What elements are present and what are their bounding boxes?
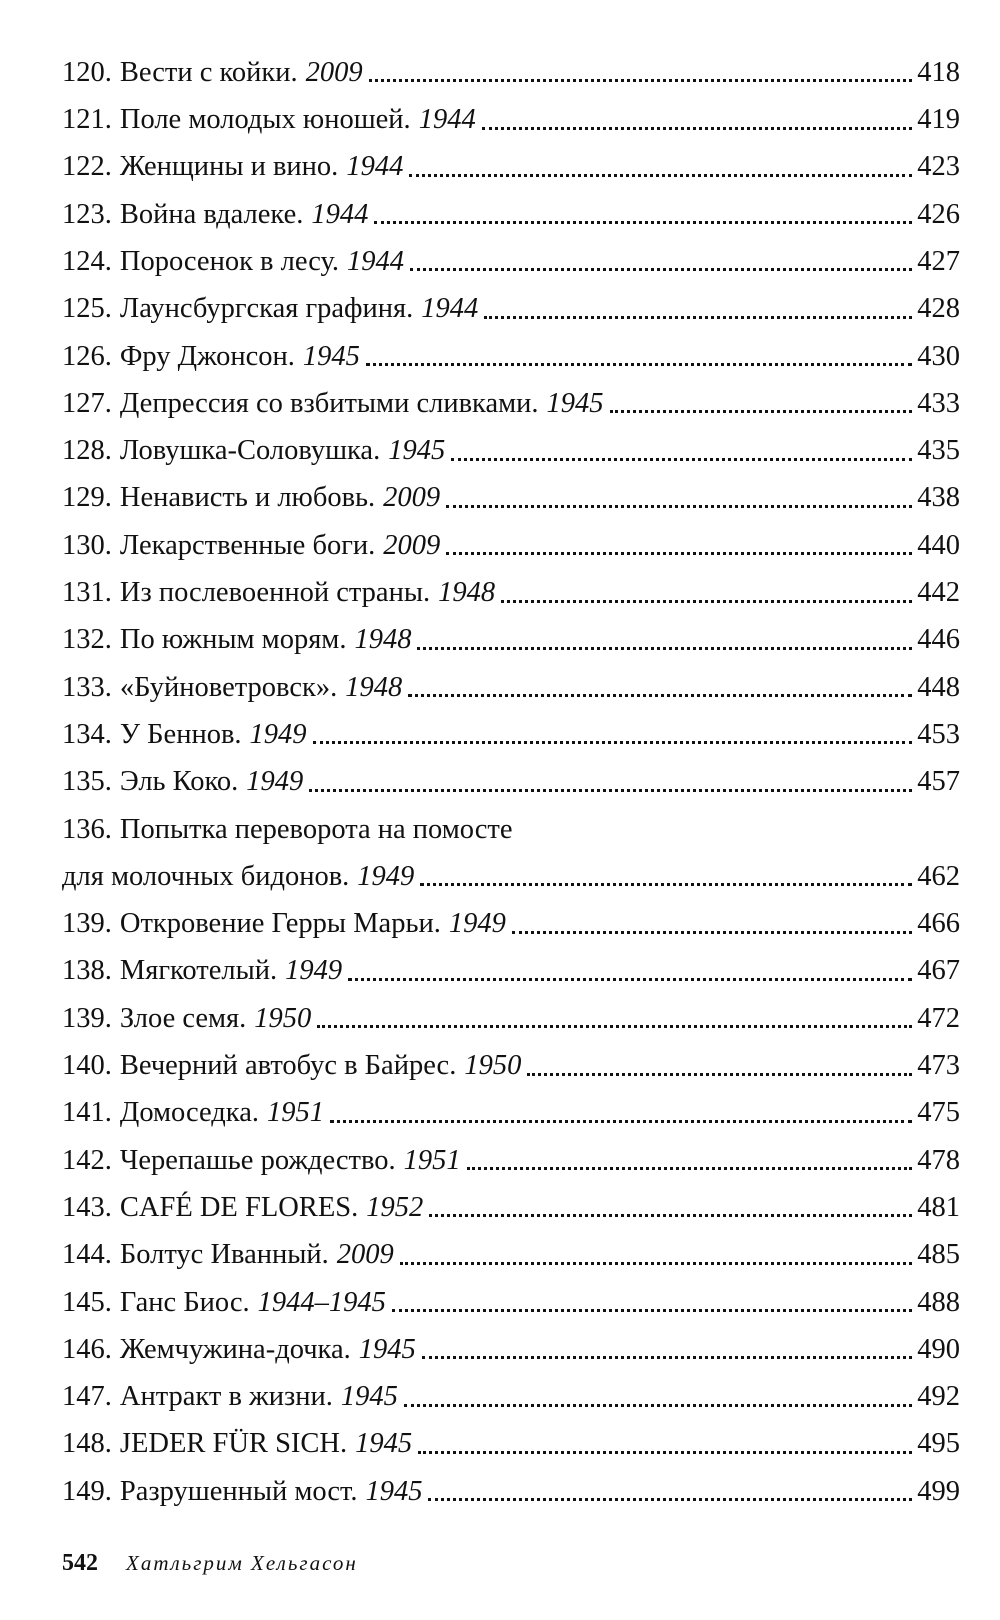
chapter-number: 131.	[62, 577, 112, 609]
toc-entry	[62, 749, 960, 796]
chapter-year: 1949	[448, 908, 506, 940]
dot-leader	[366, 363, 912, 366]
chapter-title: Откровение Герры Марьи.	[119, 908, 441, 940]
chapter-page-number: 448	[917, 671, 960, 703]
chapter-page-number: 467	[917, 955, 960, 987]
chapter-page-number: 453	[917, 718, 960, 750]
chapter-title: JEDER FÜR SICH.	[119, 1428, 348, 1460]
chapter-page-number: 475	[917, 1097, 960, 1129]
chapter-page-number: 446	[917, 624, 960, 656]
dot-leader	[420, 883, 912, 886]
chapter-number: 133.	[62, 671, 112, 703]
toc-entry	[62, 1459, 960, 1506]
chapter-number: 127.	[62, 387, 112, 419]
chapter-title-line2: для молочных бидонов.	[62, 860, 350, 892]
chapter-page-number: 428	[917, 293, 960, 325]
chapter-number: 132.	[62, 624, 112, 656]
chapter-page-number: 481	[917, 1191, 960, 1223]
chapter-number: 123.	[62, 198, 112, 230]
chapter-page-number: 485	[917, 1239, 960, 1271]
toc-entry	[62, 229, 960, 276]
toc-entry	[62, 1175, 960, 1222]
chapter-title-line1: Попытка переворота на помосте	[119, 813, 513, 845]
chapter-year: 1944	[346, 151, 404, 183]
toc-entry	[62, 466, 960, 513]
chapter-number: 129.	[62, 482, 112, 514]
dot-leader	[451, 458, 912, 461]
chapter-page-number: 427	[917, 245, 960, 277]
chapter-number: 121.	[62, 104, 112, 136]
chapter-number: 140.	[62, 1050, 112, 1082]
dot-leader	[313, 741, 912, 744]
chapter-page-number: 499	[917, 1475, 960, 1507]
chapter-page-number: 478	[917, 1144, 960, 1176]
chapter-year: 1950	[464, 1050, 522, 1082]
chapter-number: 128.	[62, 435, 112, 467]
chapter-year: 1944	[347, 245, 404, 277]
table-of-contents	[62, 40, 960, 1506]
chapter-number: 135.	[62, 766, 112, 798]
chapter-title: Домоседка.	[119, 1097, 259, 1129]
chapter-number: 120.	[62, 56, 112, 88]
chapter-number: 141.	[62, 1097, 112, 1129]
dot-leader	[467, 1167, 912, 1170]
dot-leader	[330, 1120, 912, 1123]
dot-leader	[482, 127, 912, 130]
chapter-number: 144.	[62, 1239, 112, 1271]
chapter-year: 1951	[266, 1097, 324, 1129]
toc-entry	[62, 1081, 960, 1128]
chapter-title: Лаунсбургская графиня.	[119, 293, 414, 325]
chapter-title: Война вдалеке.	[119, 198, 304, 230]
toc-entry	[62, 986, 960, 1033]
chapter-page-number: 419	[917, 104, 960, 136]
chapter-title: Вести с койки.	[119, 56, 298, 88]
chapter-year: 1945	[340, 1381, 398, 1413]
dot-leader	[309, 789, 912, 792]
chapter-page-number: 457	[917, 766, 960, 798]
chapter-year: 2009	[383, 529, 441, 561]
chapter-title: Ловушка-Соловушка.	[119, 435, 381, 467]
chapter-page-number: 426	[917, 198, 960, 230]
toc-entry	[62, 1412, 960, 1459]
chapter-title: Из послевоенной страны.	[119, 577, 431, 609]
chapter-number: 130.	[62, 529, 112, 561]
chapter-page-number: 430	[917, 340, 960, 372]
chapter-year: 2009	[336, 1239, 394, 1271]
dot-leader	[392, 1309, 912, 1312]
chapter-number: 134.	[62, 718, 112, 750]
dot-leader	[400, 1262, 912, 1265]
chapter-year: 1949	[249, 718, 307, 750]
dot-leader	[348, 978, 912, 981]
toc-entry-wrapped-line2	[62, 844, 960, 891]
chapter-year: 1944	[421, 293, 479, 325]
dot-leader	[418, 1451, 912, 1454]
chapter-year: 2009	[305, 56, 363, 88]
dot-leader	[410, 268, 912, 271]
chapter-page-number: 440	[917, 529, 960, 561]
chapter-number: 125.	[62, 293, 112, 325]
chapter-year: 1950	[254, 1002, 312, 1034]
chapter-title: Черепашье рождество.	[119, 1144, 396, 1176]
page-footer	[62, 1550, 358, 1577]
chapter-number: 136.	[62, 813, 112, 845]
dot-leader	[446, 552, 912, 555]
chapter-title: CAFÉ DE FLORES.	[119, 1191, 359, 1223]
toc-entry	[62, 655, 960, 702]
chapter-title: Фру Джонсон.	[119, 340, 295, 372]
chapter-year: 1951	[403, 1144, 461, 1176]
toc-entry	[62, 276, 960, 323]
chapter-title: Вечерний автобус в Байрес.	[119, 1050, 457, 1082]
chapter-title: У Беннов.	[119, 718, 242, 750]
chapter-title: Жемчужина-дочка.	[119, 1333, 351, 1365]
chapter-page-number: 435	[917, 435, 960, 467]
toc-entry	[62, 1270, 960, 1317]
toc-entry	[62, 40, 960, 87]
toc-entry	[62, 87, 960, 134]
chapter-year: 1945	[388, 435, 446, 467]
dot-leader	[484, 316, 912, 319]
toc-entry	[62, 560, 960, 607]
dot-leader	[374, 221, 912, 224]
chapter-year: 1949	[357, 860, 415, 892]
dot-leader	[429, 1214, 912, 1217]
dot-leader	[409, 174, 912, 177]
dot-leader	[428, 1498, 912, 1501]
chapter-title: Разрушенный мост.	[119, 1475, 358, 1507]
chapter-title: Ганс Биос.	[119, 1286, 250, 1318]
chapter-year: 1945	[355, 1428, 413, 1460]
chapter-page-number: 472	[917, 1002, 960, 1034]
dot-leader	[369, 79, 912, 82]
toc-entry	[62, 1364, 960, 1411]
chapter-title: Антракт в жизни.	[119, 1381, 333, 1413]
chapter-number: 142.	[62, 1144, 112, 1176]
chapter-title: Злое семя.	[119, 1002, 247, 1034]
toc-entry-wrapped-line1	[62, 797, 960, 844]
chapter-number: 139.	[62, 908, 112, 940]
chapter-number: 124.	[62, 245, 112, 277]
chapter-number: 148.	[62, 1428, 112, 1460]
dot-leader	[501, 600, 912, 603]
toc-entry	[62, 702, 960, 749]
dot-leader	[422, 1356, 912, 1359]
toc-entry	[62, 135, 960, 182]
chapter-year: 1945	[302, 340, 360, 372]
chapter-page-number: 490	[917, 1333, 960, 1365]
chapter-title: «Буйноветровск».	[119, 671, 338, 703]
chapter-title: Лекарственные боги.	[119, 529, 376, 561]
toc-entry	[62, 939, 960, 986]
chapter-year: 1949	[246, 766, 304, 798]
chapter-title: Депрессия со взбитыми сливками.	[119, 387, 539, 419]
chapter-year: 1952	[366, 1191, 424, 1223]
toc-entry	[62, 891, 960, 938]
chapter-number: 138.	[62, 955, 112, 987]
dot-leader	[408, 694, 912, 697]
toc-entry	[62, 608, 960, 655]
chapter-page-number: 438	[917, 482, 960, 514]
chapter-page-number: 442	[917, 577, 960, 609]
toc-entry	[62, 1222, 960, 1269]
chapter-title: Эль Коко.	[119, 766, 239, 798]
chapter-year: 1945	[365, 1475, 423, 1507]
chapter-title: Женщины и вино.	[119, 151, 339, 183]
toc-entry	[62, 1033, 960, 1080]
dot-leader	[610, 410, 912, 413]
dot-leader	[512, 931, 912, 934]
toc-entry	[62, 371, 960, 418]
chapter-page-number: 433	[917, 387, 960, 419]
chapter-title: Мягкотелый.	[119, 955, 278, 987]
chapter-page-number: 462	[917, 860, 960, 892]
chapter-year: 1949	[285, 955, 343, 987]
chapter-year: 1948	[438, 577, 496, 609]
chapter-title: Поросенок в лесу.	[119, 245, 339, 277]
dot-leader	[527, 1073, 912, 1076]
chapter-page-number: 423	[917, 151, 960, 183]
chapter-number: 145.	[62, 1286, 112, 1318]
chapter-number: 139.	[62, 1002, 112, 1034]
chapter-page-number: 495	[917, 1428, 960, 1460]
dot-leader	[417, 647, 912, 650]
dot-leader	[317, 1025, 912, 1028]
chapter-title: Поле молодых юношей.	[119, 104, 411, 136]
chapter-page-number: 488	[917, 1286, 960, 1318]
page-number: 542	[62, 1550, 98, 1576]
chapter-year: 1945	[358, 1333, 416, 1365]
toc-entry	[62, 1317, 960, 1364]
chapter-title: По южным морям.	[119, 624, 347, 656]
chapter-page-number: 418	[917, 56, 960, 88]
dot-leader	[404, 1404, 912, 1407]
toc-entry	[62, 513, 960, 560]
chapter-title: Ненависть и любовь.	[119, 482, 376, 514]
chapter-year: 1944–1945	[257, 1286, 386, 1318]
chapter-year: 1944	[311, 198, 369, 230]
chapter-number: 126.	[62, 340, 112, 372]
dot-leader	[446, 505, 912, 508]
chapter-page-number: 473	[917, 1050, 960, 1082]
chapter-year: 2009	[383, 482, 441, 514]
chapter-number: 149.	[62, 1475, 112, 1507]
chapter-year: 1948	[354, 624, 412, 656]
chapter-number: 143.	[62, 1191, 112, 1223]
chapter-year: 1944	[418, 104, 476, 136]
chapter-number: 147.	[62, 1381, 112, 1413]
running-head-author: Хатльгрим Хельгасон	[126, 1551, 358, 1575]
chapter-page-number: 466	[917, 908, 960, 940]
chapter-number: 122.	[62, 151, 112, 183]
toc-entry	[62, 182, 960, 229]
chapter-year: 1945	[546, 387, 604, 419]
chapter-page-number: 492	[917, 1381, 960, 1413]
chapter-title: Болтус Иванный.	[119, 1239, 329, 1271]
chapter-number: 146.	[62, 1333, 112, 1365]
chapter-year: 1948	[345, 671, 403, 703]
toc-entry	[62, 324, 960, 371]
toc-entry	[62, 418, 960, 465]
toc-entry	[62, 1128, 960, 1175]
